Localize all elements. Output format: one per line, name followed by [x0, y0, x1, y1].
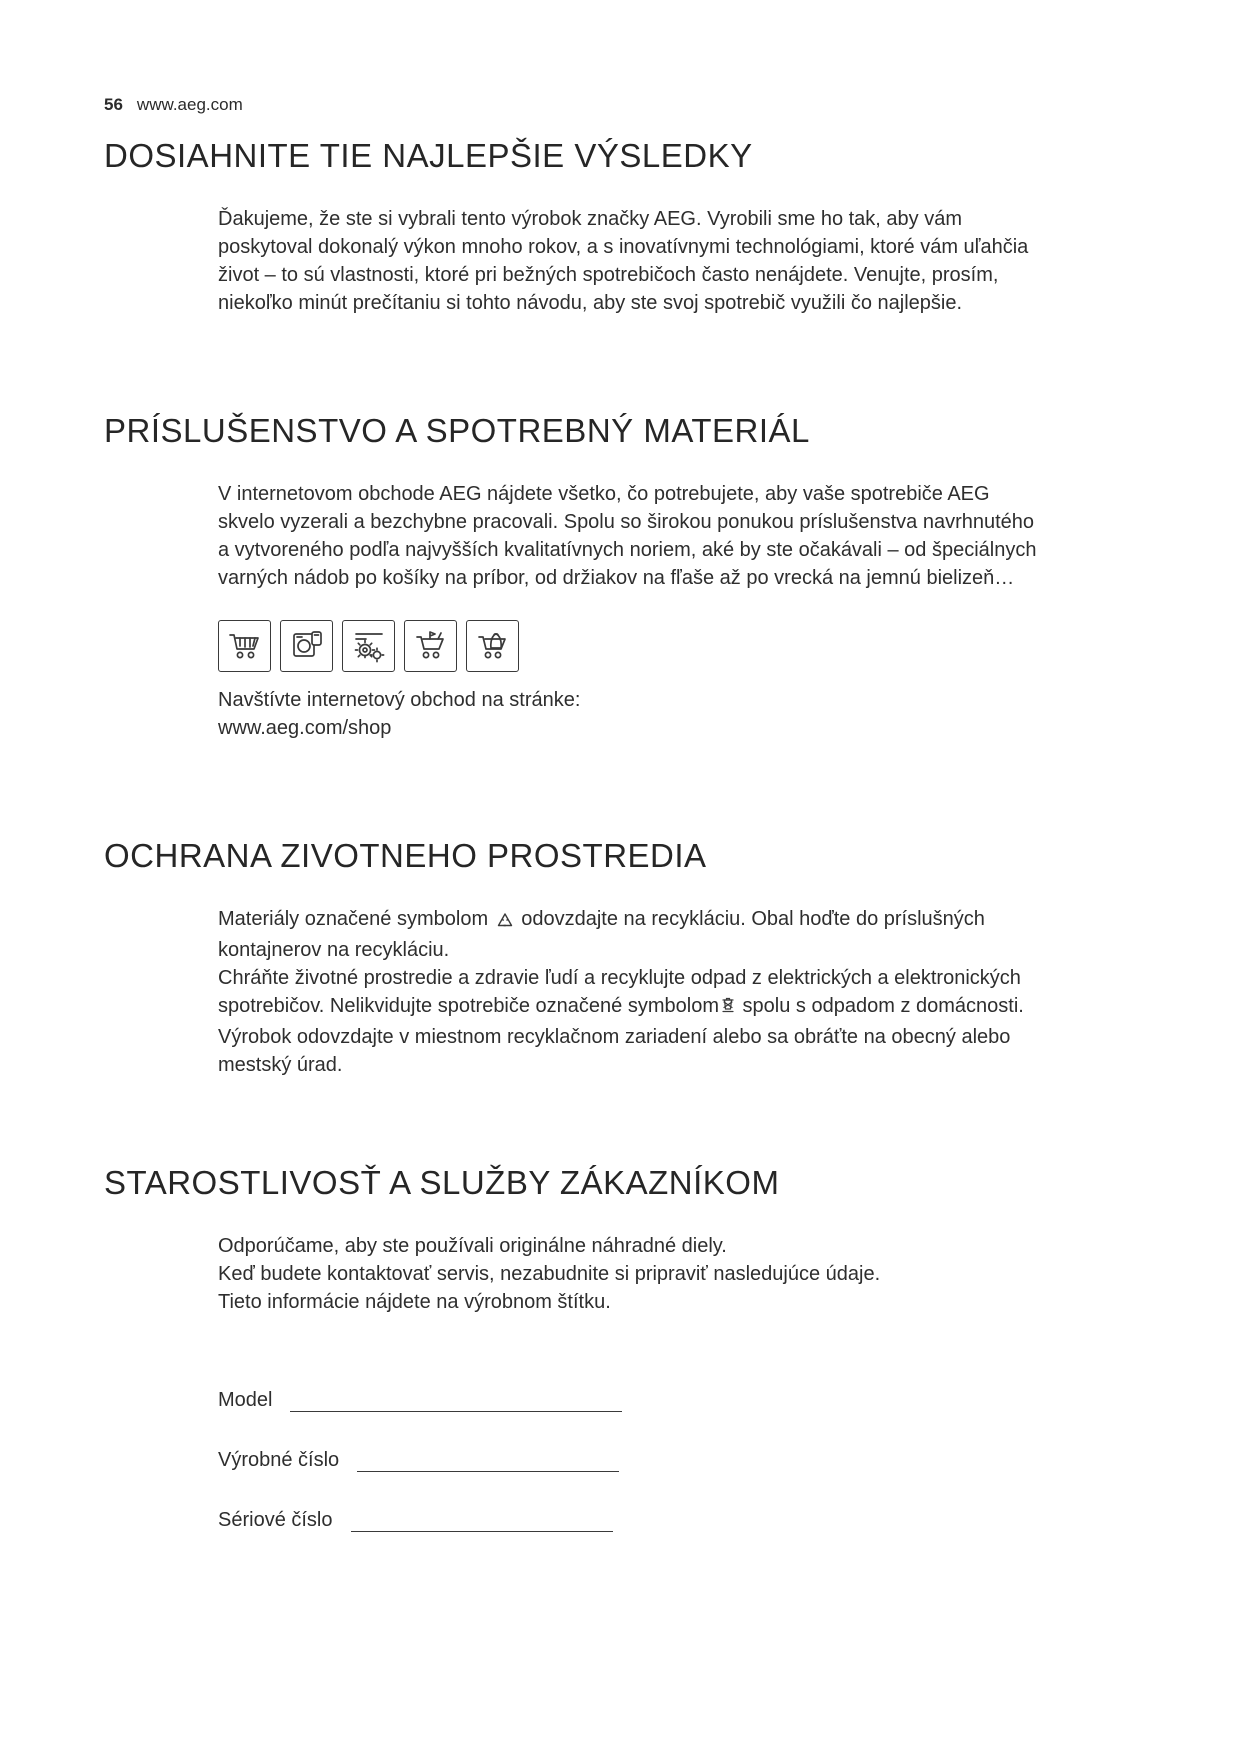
page-header	[104, 95, 1151, 115]
care-line-1: Odporúčame, aby ste používali originálne náhradné diely.	[218, 1235, 727, 1257]
section-environment	[104, 837, 1151, 1079]
accessories-icons-row	[218, 620, 1044, 672]
section-heading-best-results: DOSIAHNITE TIE NAJLEPŠIE VÝSLEDKY	[104, 137, 753, 174]
field-model-line	[290, 1390, 622, 1412]
environment-paragraph	[218, 905, 1038, 1079]
spare-parts-icon	[342, 620, 395, 672]
product-info-form	[218, 1382, 1044, 1532]
care-line-2: Keď budete kontaktovať servis, nezabudnite si pripraviť nasledujúce údaje.	[218, 1263, 881, 1285]
env-text-2: odovzdajte na recykláciu. Obal hoďte do príslušných kontajnerov na recykláciu.	[218, 908, 985, 961]
cart-accessories-icon	[404, 620, 457, 672]
section-accessories	[104, 412, 1151, 742]
header-url: www.aeg.com	[136, 95, 243, 114]
section-best-results	[104, 137, 1151, 317]
accessories-paragraph: V internetovom obchode AEG nájdete všetko, čo potrebujete, aby vaše spotrebiče AEG skvelo vyzerali a bezchybne pracovali. Spolu so širokou ponukou príslušenstva navrhnutého a vytvoreného podľa najvyšších kvalitatívnych noriem, aké by ste očakávali – od špeciálnych varných nádob po košíky na príbor, od držiakov na fľaše až po vrecká na jemnú bielizeň…	[218, 483, 1037, 589]
section-heading-care: STAROSTLIVOSŤ A SLUŽBY ZÁKAZNÍKOM	[104, 1164, 780, 1201]
field-model-label: Model	[218, 1389, 273, 1411]
field-product-number-line	[357, 1450, 619, 1472]
field-product-number	[218, 1442, 1044, 1472]
section-care	[104, 1164, 1151, 1532]
shopping-cart-icon	[218, 620, 271, 672]
field-model	[218, 1382, 1044, 1412]
env-text-3: Chráňte životné prostredie a zdravie ľudí a recyklujte odpad z elektrických a elektronických spotrebičov. Nelikvidujte spotrebiče označené symbolom	[218, 967, 1021, 1017]
care-line-3: Tieto informácie nájdete na výrobnom štítku.	[218, 1291, 611, 1313]
appliance-care-icon	[280, 620, 333, 672]
weee-crossed-bin-icon	[721, 995, 735, 1023]
shop-url: www.aeg.com/shop	[218, 717, 392, 739]
section-heading-environment: OCHRANA ZIVOTNEHO PROSTREDIA	[104, 837, 707, 874]
field-serial-number-line	[351, 1510, 613, 1532]
care-paragraph	[218, 1232, 1038, 1316]
env-text-4: spolu s odpadom z domácnosti. Výrobok odovzdajte v miestnom recyklačnom zariadení alebo sa obráťte na obecný alebo mestský úrad.	[218, 995, 1024, 1076]
field-product-number-label: Výrobné číslo	[218, 1449, 340, 1471]
shop-invite-line: Navštívte internetový obchod na stránke:	[218, 689, 581, 711]
cart-bag-icon	[466, 620, 519, 672]
best-results-paragraph: Ďakujeme, že ste si vybrali tento výrobok značky AEG. Vyrobili sme ho tak, aby vám poskytoval dokonalý výkon mnoho rokov, a s inovatívnymi technológiami, ktoré vám uľahčia život – to sú vlastnosti, ktoré pri bežných spotrebičoch často nenájdete. Venujte, prosím, niekoľko minút prečítaniu si tohto návodu, aby ste svoj spotrebič využili čo najlepšie.	[218, 208, 1029, 314]
recycle-symbol-icon	[496, 908, 514, 936]
env-text-1: Materiály označené symbolom	[218, 908, 494, 930]
field-serial-number-label: Sériové číslo	[218, 1509, 333, 1531]
section-heading-accessories: PRÍSLUŠENSTVO A SPOTREBNÝ MATERIÁL	[104, 412, 810, 449]
page-number: 56	[104, 95, 123, 114]
field-serial-number	[218, 1502, 1044, 1532]
